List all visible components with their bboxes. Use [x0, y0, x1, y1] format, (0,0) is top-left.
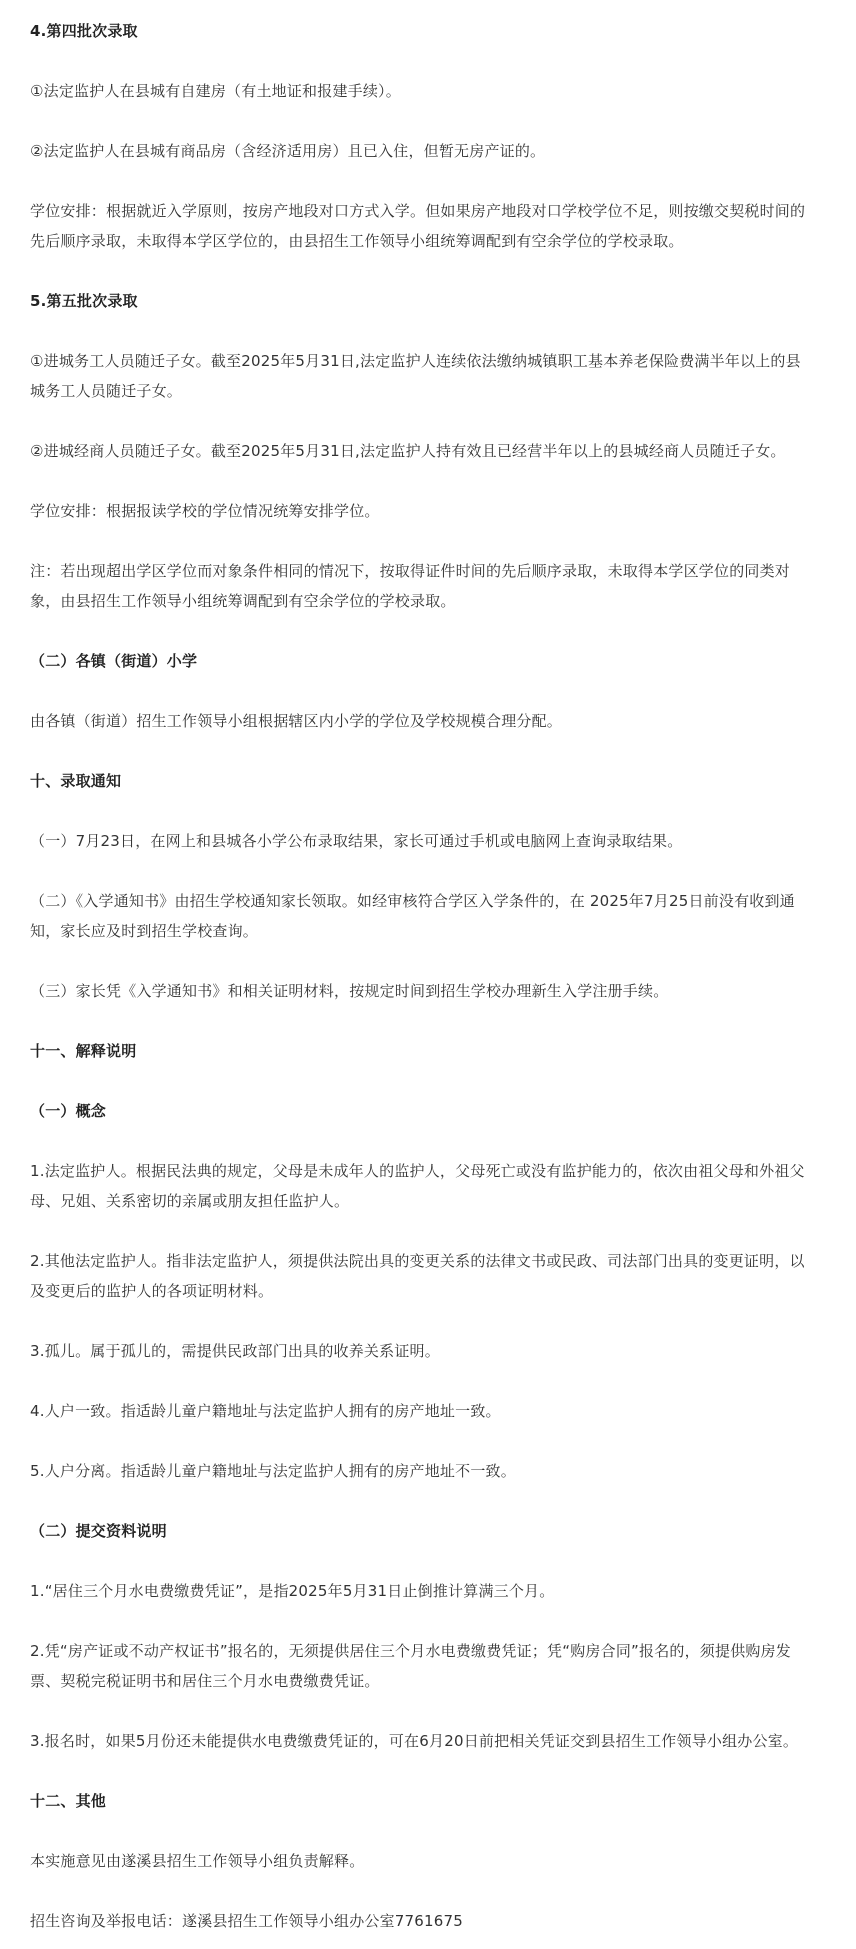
paragraph: 4.人户一致。指适龄儿童户籍地址与法定监护人拥有的房产地址一致。 [30, 1402, 501, 1420]
paragraph-spacer [30, 466, 814, 496]
paragraph-spacer [30, 676, 814, 706]
section-heading: 十二、其他 [30, 1792, 107, 1810]
paragraph-spacer [30, 1876, 814, 1906]
paragraph: ②法定监护人在县城有商品房（含经济适用房）且已入住，但暂无房产证的。 [30, 142, 546, 160]
paragraph: 学位安排：根据报读学校的学位情况统筹安排学位。 [30, 502, 380, 520]
paragraph: 本实施意见由遂溪县招生工作领导小组负责解释。 [30, 1852, 365, 1870]
paragraph-spacer [30, 166, 814, 196]
paragraph-spacer [30, 1366, 814, 1396]
section-heading: 4.第四批次录取 [30, 22, 138, 40]
paragraph-spacer [30, 1306, 814, 1336]
paragraph-spacer [30, 1066, 814, 1096]
paragraph: ①法定监护人在县城有自建房（有土地证和报建手续）。 [30, 82, 401, 100]
paragraph: ①进城务工人员随迁子女。截至2025年5月31日,法定监护人连续依法缴纳城镇职工基本养老保险费满半年以上的县城务工人员随迁子女。 [30, 352, 801, 400]
paragraph: ②进城经商人员随迁子女。截至2025年5月31日,法定监护人持有效且已经营半年以上的县城经商人员随迁子女。 [30, 442, 786, 460]
paragraph: 3.孤儿。属于孤儿的，需提供民政部门出具的收养关系证明。 [30, 1342, 440, 1360]
paragraph-spacer [30, 1756, 814, 1786]
paragraph: 2.其他法定监护人。指非法定监护人，须提供法院出具的变更关系的法律文书或民政、司法部门出具的变更证明，以及变更后的监护人的各项证明材料。 [30, 1252, 805, 1300]
paragraph: 1.法定监护人。根据民法典的规定，父母是未成年人的监护人，父母死亡或没有监护能力的，依次由祖父母和外祖父母、兄姐、关系密切的亲属或朋友担任监护人。 [30, 1162, 805, 1210]
paragraph-spacer [30, 736, 814, 766]
paragraph: 1.“居住三个月水电费缴费凭证”，是指2025年5月31日止倒推计算满三个月。 [30, 1582, 555, 1600]
paragraph-spacer [30, 1216, 814, 1246]
paragraph: 注：若出现超出学区学位而对象条件相同的情况下，按取得证件时间的先后顺序录取，未取得本学区学位的同类对象，由县招生工作领导小组统筹调配到有空余学位的学校录取。 [30, 562, 791, 610]
paragraph-spacer [30, 1816, 814, 1846]
paragraph-spacer [30, 616, 814, 646]
section-heading: （二）各镇（街道）小学 [30, 652, 198, 670]
paragraph-spacer [30, 106, 814, 136]
paragraph-spacer [30, 526, 814, 556]
section-heading: （一）概念 [30, 1102, 107, 1120]
paragraph-spacer [30, 946, 814, 976]
paragraph: 招生咨询及举报电话：遂溪县招生工作领导小组办公室7761675 [30, 1912, 464, 1930]
paragraph: （二）《入学通知书》由招生学校通知家长领取。如经审核符合学区入学条件的，在 2025年7月25日前没有收到通知，家长应及时到招生学校查询。 [30, 892, 795, 940]
paragraph-spacer [30, 1006, 814, 1036]
paragraph-spacer [30, 1126, 814, 1156]
section-heading: 5.第五批次录取 [30, 292, 138, 310]
paragraph-spacer [30, 256, 814, 286]
paragraph-spacer [30, 316, 814, 346]
paragraph-spacer [30, 856, 814, 886]
paragraph-spacer [30, 1606, 814, 1636]
paragraph-spacer [30, 46, 814, 76]
paragraph: 5.人户分离。指适龄儿童户籍地址与法定监护人拥有的房产地址不一致。 [30, 1462, 516, 1480]
paragraph: （一）7月23日，在网上和县城各小学公布录取结果，家长可通过手机或电脑网上查询录取结果。 [30, 832, 683, 850]
paragraph: （三）家长凭《入学通知书》和相关证明材料，按规定时间到招生学校办理新生入学注册手续。 [30, 982, 669, 1000]
paragraph: 由各镇（街道）招生工作领导小组根据辖区内小学的学位及学校规模合理分配。 [30, 712, 563, 730]
paragraph-spacer [30, 1546, 814, 1576]
section-heading: 十、录取通知 [30, 772, 122, 790]
paragraph-spacer [30, 1426, 814, 1456]
section-heading: 十一、解释说明 [30, 1042, 137, 1060]
paragraph: 学位安排：根据就近入学原则，按房产地段对口方式入学。但如果房产地段对口学校学位不足，则按缴交契税时间的先后顺序录取，未取得本学区学位的，由县招生工作领导小组统筹调配到有空余学位的学校录取。 [30, 202, 806, 250]
paragraph: 2.凭“房产证或不动产权证书”报名的，无须提供居住三个月水电费缴费凭证；凭“购房合同”报名的，须提供购房发票、契税完税证明书和居住三个月水电费缴费凭证。 [30, 1642, 792, 1690]
paragraph-spacer [30, 796, 814, 826]
paragraph-spacer [30, 1696, 814, 1726]
paragraph: 3.报名时，如果5月份还未能提供水电费缴费凭证的，可在6月20日前把相关凭证交到县招生工作领导小组办公室。 [30, 1732, 799, 1750]
section-heading: （二）提交资料说明 [30, 1522, 167, 1540]
paragraph-spacer [30, 1486, 814, 1516]
paragraph-spacer [30, 406, 814, 436]
